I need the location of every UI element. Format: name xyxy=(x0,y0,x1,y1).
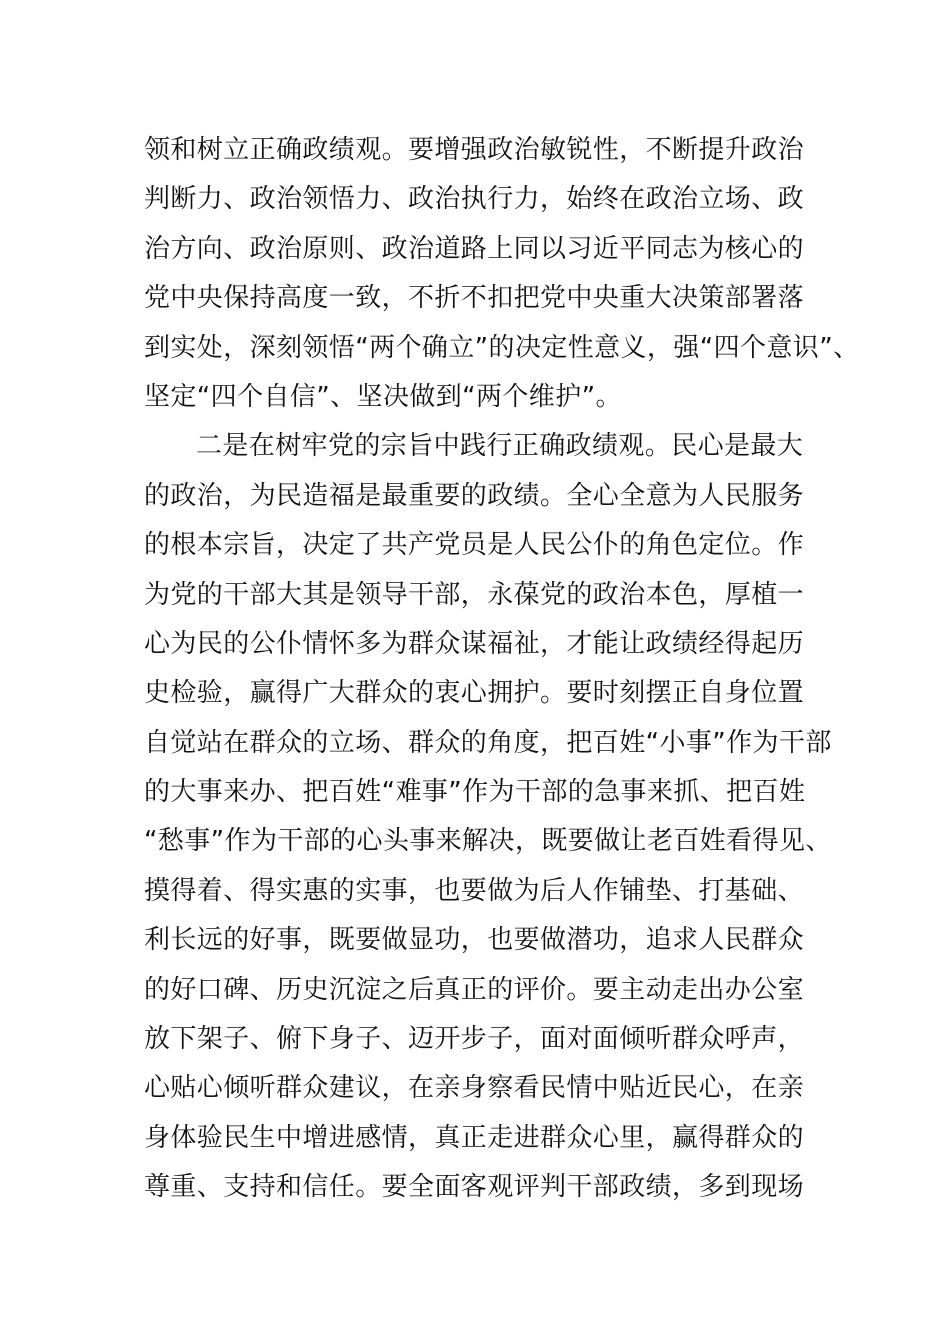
text-line: 的大事来办、把百姓“难事”作为干部的急事来抓、把百姓 xyxy=(144,777,806,808)
text-line: 的好口碑、历史沉淀之后真正的评价。要主动走出办公室 xyxy=(144,974,805,1005)
text-line: 领和树立正确政绩观。要增强政治敏锐性，不断提升政治 xyxy=(144,135,805,165)
text-line: 尊重、支持和信任。要全面客观评判干部政绩，多到现场 xyxy=(144,1172,805,1203)
text-line: 自觉站在群众的立场、群众的角度，把百姓“小事”作为干部 xyxy=(144,727,832,758)
text-line: 治方向、政治原则、政治道路上同以习近平同志为核心的 xyxy=(144,233,805,264)
text-line: 党中央保持高度一致，不折不扣把党中央重大决策部署落 xyxy=(144,283,805,314)
text-line: 的政治，为民造福是最重要的政绩。全心全意为人民服务 xyxy=(144,480,805,511)
text-line: 放下架子、俯下身子、迈开步子，面对面倾听群众呼声， xyxy=(144,1024,805,1055)
text-line: 心贴心倾听群众建议，在亲身察看民情中贴近民心，在亲 xyxy=(144,1073,805,1104)
text-line: 利长远的好事，既要做显功，也要做潜功，追求人民群众 xyxy=(144,925,805,956)
text-line: 坚定“四个自信”、坚决做到“两个维护”。 xyxy=(144,381,622,412)
text-line: 史检验，赢得广大群众的衷心拥护。要时刻摆正自身位置 xyxy=(144,678,805,709)
text-line: 摸得着、得实惠的实事，也要做为后人作铺垫、打基础、 xyxy=(144,875,805,906)
text-line: 的根本宗旨，决定了共产党员是人民公仆的角色定位。作 xyxy=(144,530,805,561)
text-line: 身体验民生中增进感情，真正走进群众心里，赢得群众的 xyxy=(144,1122,805,1153)
text-line: 为党的干部大其是领导干部，永葆党的政治本色，厚植一 xyxy=(144,579,805,610)
text-line: 到实处，深刻领悟“两个确立”的决定性意义，强“四个意识”、 xyxy=(144,332,860,363)
text-line: “愁事”作为干部的心头事来解决，既要做让老百姓看得见、 xyxy=(144,826,832,857)
body-text xyxy=(144,126,860,1213)
paragraph-start-line: 二是在树牢党的宗旨中践行正确政绩观。民心是最大 xyxy=(196,431,804,462)
text-line: 判断力、政治领悟力、政治执行力，始终在政治立场、政 xyxy=(144,184,805,215)
text-line: 心为民的公仆情怀多为群众谋福祉，才能让政绩经得起历 xyxy=(144,628,805,659)
